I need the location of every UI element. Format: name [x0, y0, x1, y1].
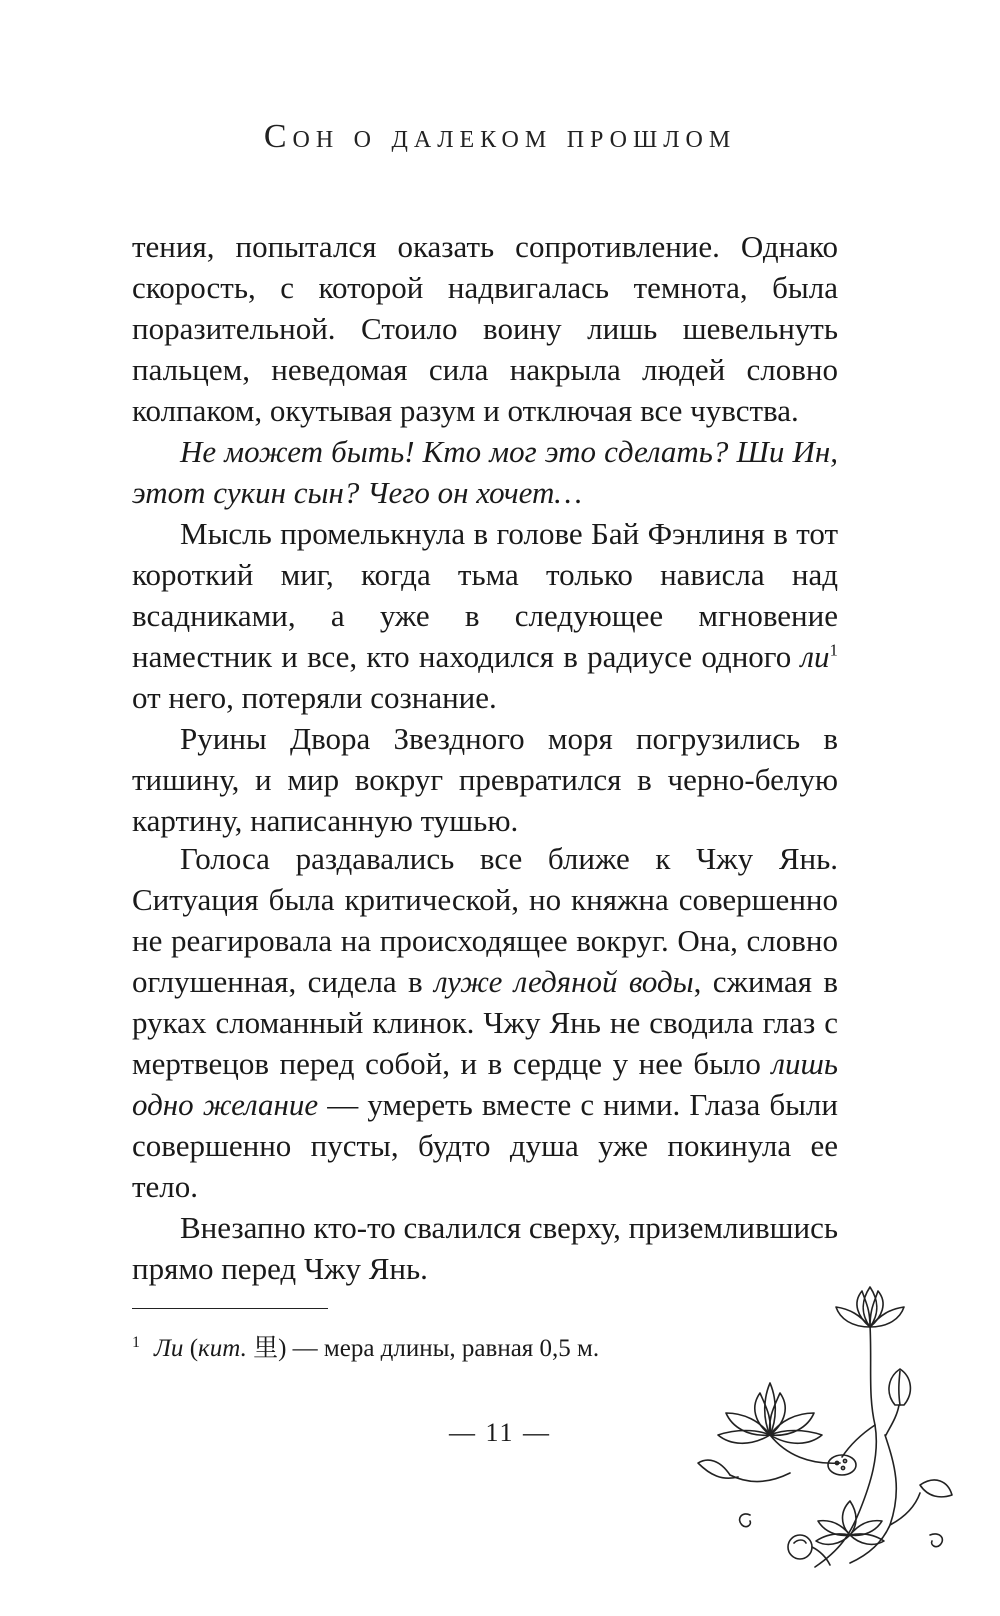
lotus-ornament-icon [690, 1285, 960, 1585]
p1-b-italic: луже ледяной воды [434, 964, 694, 999]
thought-italic: Не может быть! Кто мог это сделать? Ши Ин, этот сукин сын? Чего он хочет… [132, 434, 838, 510]
term-li: ли [800, 639, 830, 674]
p1-a: Голоса раздавались все ближе к Чжу Янь. Ситуация была критической, но княжна совершенно не реагировала на происходящее вокруг. Она, словно оглушенная, сидела в [132, 841, 838, 999]
footnote-term: Ли [154, 1335, 184, 1362]
footnote-number: 1 [132, 1333, 140, 1351]
paragraph-ruins: Руины Двора Звездного моря погрузились в тишину, и мир вокруг превратился в черно-белую картину, написанную тушью. [132, 721, 838, 838]
p1-c: , сжимая в руках сломанный клинок. Чжу Янь не сводила глаз с мертвецов перед собой, и в сердце у нее было [132, 964, 838, 1081]
main-text-bottom [132, 838, 838, 1289]
footnote-reference[interactable]: 1 [829, 640, 838, 660]
main-text-top [132, 226, 838, 841]
paragraph-thought [132, 431, 838, 513]
footnote-text: — мера длины, равная 0,5 м. [286, 1335, 600, 1362]
paragraph-sudden: Внезапно кто-то свалился сверху, приземлившись прямо перед Чжу Янь. [132, 1210, 838, 1286]
footnote-divider [132, 1308, 328, 1309]
p3-after: от него, потеряли сознание. [132, 680, 497, 715]
paragraph-zhu-yan [132, 838, 838, 1207]
footnote: $^1$ Ли (кит. 里) — мера длины, равная 0,5 м. [132, 1333, 600, 1362]
footnote-lang: кит. [198, 1335, 247, 1362]
p3-before: Мысль промелькнула в голове Бай Фэнлиня в тот короткий миг, когда тьма только нависла над всадниками, а уже в следующее мгновение наместник и все, кто находился в радиусе одного [132, 516, 838, 674]
paragraph-continued: тения, попытался оказать сопротивление. Однако скорость, с которой надвигалась темнота, была поразительной. Стоило воину лишь шевельнуть пальцем, неведомая сила накрыла людей словно колпаком, окутывая разум и отключая все чувства. [132, 229, 838, 428]
page-number: — 11 — [448, 1418, 552, 1447]
p1-d-italic: лишь одно желание [132, 1046, 838, 1122]
paragraph-bai-fenglin [132, 513, 838, 718]
footnote-glyph: 里 [253, 1335, 279, 1362]
p1-e: — умереть вместе с ними. Глаза были совершенно пусты, будто душа уже покинула ее тело. [132, 1087, 838, 1204]
running-head: Сон о далеком прошлом [263, 118, 737, 155]
